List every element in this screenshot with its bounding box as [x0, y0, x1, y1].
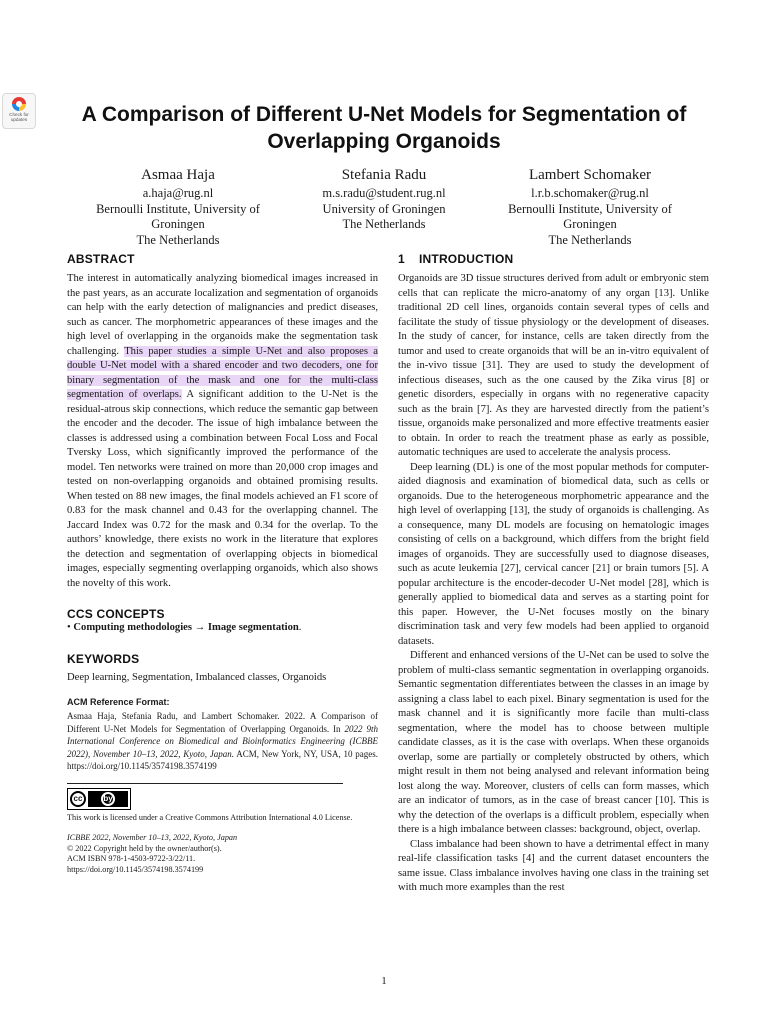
intro-paragraph-2: Deep learning (DL) is one of the most popular methods for computer-aided diagnosis and examination of biomedical data, such as cells or organoids. Due to the heterogeneous morphometric appearance and the high level of overlapping [13], the study of organoids is challenging. As a consequence, many DL models are focusing on hematologic images consisting of cells on a background, which differs from the bright field images of organoids. They are successfully used to diagnose diseases, such as acute leukemia [27], cervical cancer [21] or brain tumors [5]. A popular architecture is the encoder-decoder U-Net model [28], which is generally applied to biomedical data and serves as a starting point for this paper. However, the U-Net focuses mostly on the binary discrimination task and very few models had been applied to organoid datasets.	[398, 461, 709, 647]
period: .	[298, 622, 302, 633]
ccs-heading: CCS CONCEPTS	[67, 607, 165, 621]
by-circle-icon: by	[101, 792, 115, 806]
right-column	[398, 252, 709, 896]
conference-line: ICBBE 2022, November 10–13, 2022, Kyoto, Japan	[67, 833, 238, 842]
badge-label: Check for updates	[9, 112, 29, 122]
ccs-term: Computing methodologies → Image segmentation	[73, 622, 299, 633]
author-block-1	[78, 166, 278, 248]
author-country: The Netherlands	[342, 217, 426, 231]
cc-license-icon[interactable]	[67, 788, 131, 810]
abstract-text-part: A significant addition to the U-Net is the residual-atrous skip connections, which reduce the semantic gap between the encoder and the decoder. The issue of high imbalance between the classes is addressed using a combination between Focal Loss and Focal Tversky Loss, which significantly improved the performance of the model. Ten networks were trained on more than 20,000 crop images and tested on non-overlapping organoids and obtained promising results. When tested on 88 new images, the final models achieved an F1 score of 0.83 for the mask channel and 0.43 for the overlapping channel. The Jaccard Index was 0.72 for the mask and 0.34 for the overlap. To the authors’ knowledge, there exists no work in the literature that explores the detection and segmentation of overlapping objects in biomedical images, especially segmenting overlapping organoids, which also shows the novelty of this work.	[67, 389, 378, 589]
highlighted-text[interactable]: This paper studies a simple U-Net and also proposes a double U-Net model with a shared encoder and two decoders, one for binary segmentation of the mask and one for the multi-class segmentation of overlaps.	[67, 345, 378, 400]
intro-paragraph-1: Organoids are 3D tissue structures derived from adult or embryonic stem cells that can replicate the micro-anatomy of any organ [13]. Unlike traditional 2D cell lines, organoids contain several types of cells and facilitate the study of tissue physiology or the development of diseases. In the study of cancer, for instance, cells are taken directly from the tumor and used to create organoids that will be an in-vitro equivalent of the in-vivo tissue [31]. They are used to study the development of infectious diseases, such as the one caused by the Zika virus [8] or genetic disorders, especially in organs with no regenerative capacity such as the brain [7]. As they are harvested directly from the patient’s tissue, organoids make personalized and more effective treatments easier to obtain. In order to reach the treatment phase as early as possible, automatic techniques are used to accelerate the analysis process.	[398, 273, 709, 458]
reference-part: Asmaa Haja, Stefania Radu, and Lambert Schomaker. 2022. A Comparison of Different U-Net Models for Segmentation of Overlapping Organoids. In	[67, 711, 378, 734]
page-number: 1	[381, 975, 387, 987]
intro-paragraph-4: Class imbalance had been shown to have a detrimental effect in many real-life classification tasks [4] and the current dataset encounters the same issue. Class imbalance involves having one class in the training set with much more examples than the rest	[398, 838, 709, 893]
paper-title: A Comparison of Different U-Net Models for Segmentation of Overlapping Organoids	[81, 103, 687, 153]
author-affiliation: Bernoulli Institute, University of	[508, 201, 672, 216]
isbn-line: ACM ISBN 978-1-4503-9722-3/22/11.	[67, 854, 196, 863]
keywords-text: Deep learning, Segmentation, Imbalanced classes, Organoids	[67, 671, 327, 683]
author-name: Asmaa Haja	[141, 167, 215, 183]
by-icon	[88, 791, 128, 807]
check-for-updates-badge[interactable]	[2, 93, 36, 129]
author-name: Lambert Schomaker	[528, 167, 652, 183]
bullet: •	[67, 622, 71, 633]
left-column	[67, 252, 378, 875]
author-affiliation: University of Groningen	[322, 201, 446, 216]
author-email: l.r.b.schomaker@rug.nl	[531, 186, 649, 200]
author-affiliation: Bernoulli Institute, University of	[96, 201, 260, 216]
author-block-2	[284, 166, 484, 233]
abstract-text-part: The interest in automatically analyzing biomedical images increased in the past years, as an accurate localization and segmentation of organoids can help with the early detection of malignancies and predict diseases, such as cancer. The morphometric appearances of these images and the high level of overlapping in the organoids make the segmentation task challenging.	[67, 273, 378, 357]
author-country: The Netherlands	[136, 232, 220, 247]
reference-heading: ACM Reference Format:	[67, 697, 170, 707]
introduction-heading: 1 INTRODUCTION	[398, 252, 514, 266]
reference-part[interactable]: ACM, New York, NY, USA, 10 pages. https://doi.org/10.1145/3574198.3574199	[67, 748, 378, 771]
copyright-line: © 2022 Copyright held by the owner/author(s).	[67, 843, 222, 853]
abstract-text	[67, 272, 378, 591]
footer-rule	[67, 783, 343, 784]
author-country: The Netherlands	[548, 232, 632, 247]
author-email: m.s.radu@student.rug.nl	[322, 186, 446, 200]
ccs-concepts	[67, 621, 378, 636]
author-name: Stefania Radu	[341, 167, 427, 183]
doi-link[interactable]: https://doi.org/10.1145/3574198.3574199	[67, 864, 204, 874]
reference-venue: 2022 9th International Conference on Biomedical and Bioinformatics Engineering (ICBBE 2022), November 10–13, 2022, Kyoto, Japan.	[67, 723, 378, 759]
keywords-heading: KEYWORDS	[67, 651, 140, 666]
crossmark-icon	[11, 96, 27, 112]
abstract-heading: ABSTRACT	[67, 252, 135, 266]
author-block-3	[490, 166, 690, 248]
author-email: a.haja@rug.nl	[142, 186, 214, 200]
cc-icon: cc	[70, 791, 86, 807]
license-text: This work is licensed under a Creative Commons Attribution International 4.0 License.	[67, 812, 353, 822]
author-affiliation-cont: Groningen	[563, 217, 617, 231]
author-affiliation-cont: Groningen	[151, 217, 205, 231]
reference-text	[67, 710, 378, 773]
intro-paragraph-3: Different and enhanced versions of the U-Net can be used to solve the problem of multi-class semantic segmentation in overlapping organoids. Semantic segmentation differentiates between the classes in an image by assigning a class label to each pixel. Binary segmentation is used for the mask channel and it is significantly more facile than multi-class segmentation, where the model has to choose between multiple candidate classes, as it is the case with overlaps. When these organoids overlap, some are partially or completely obstructed by others, which might result in them not being analysed and relevant information being lost along the way. Moreover, clusters of cells can form masses, which are an indicator of tumors, as in the case of breast cancer [10]. This is why the detection of the overlaps is a difficult problem, especially when there is a high imbalance between classes: background, object, overlap.	[398, 650, 709, 835]
